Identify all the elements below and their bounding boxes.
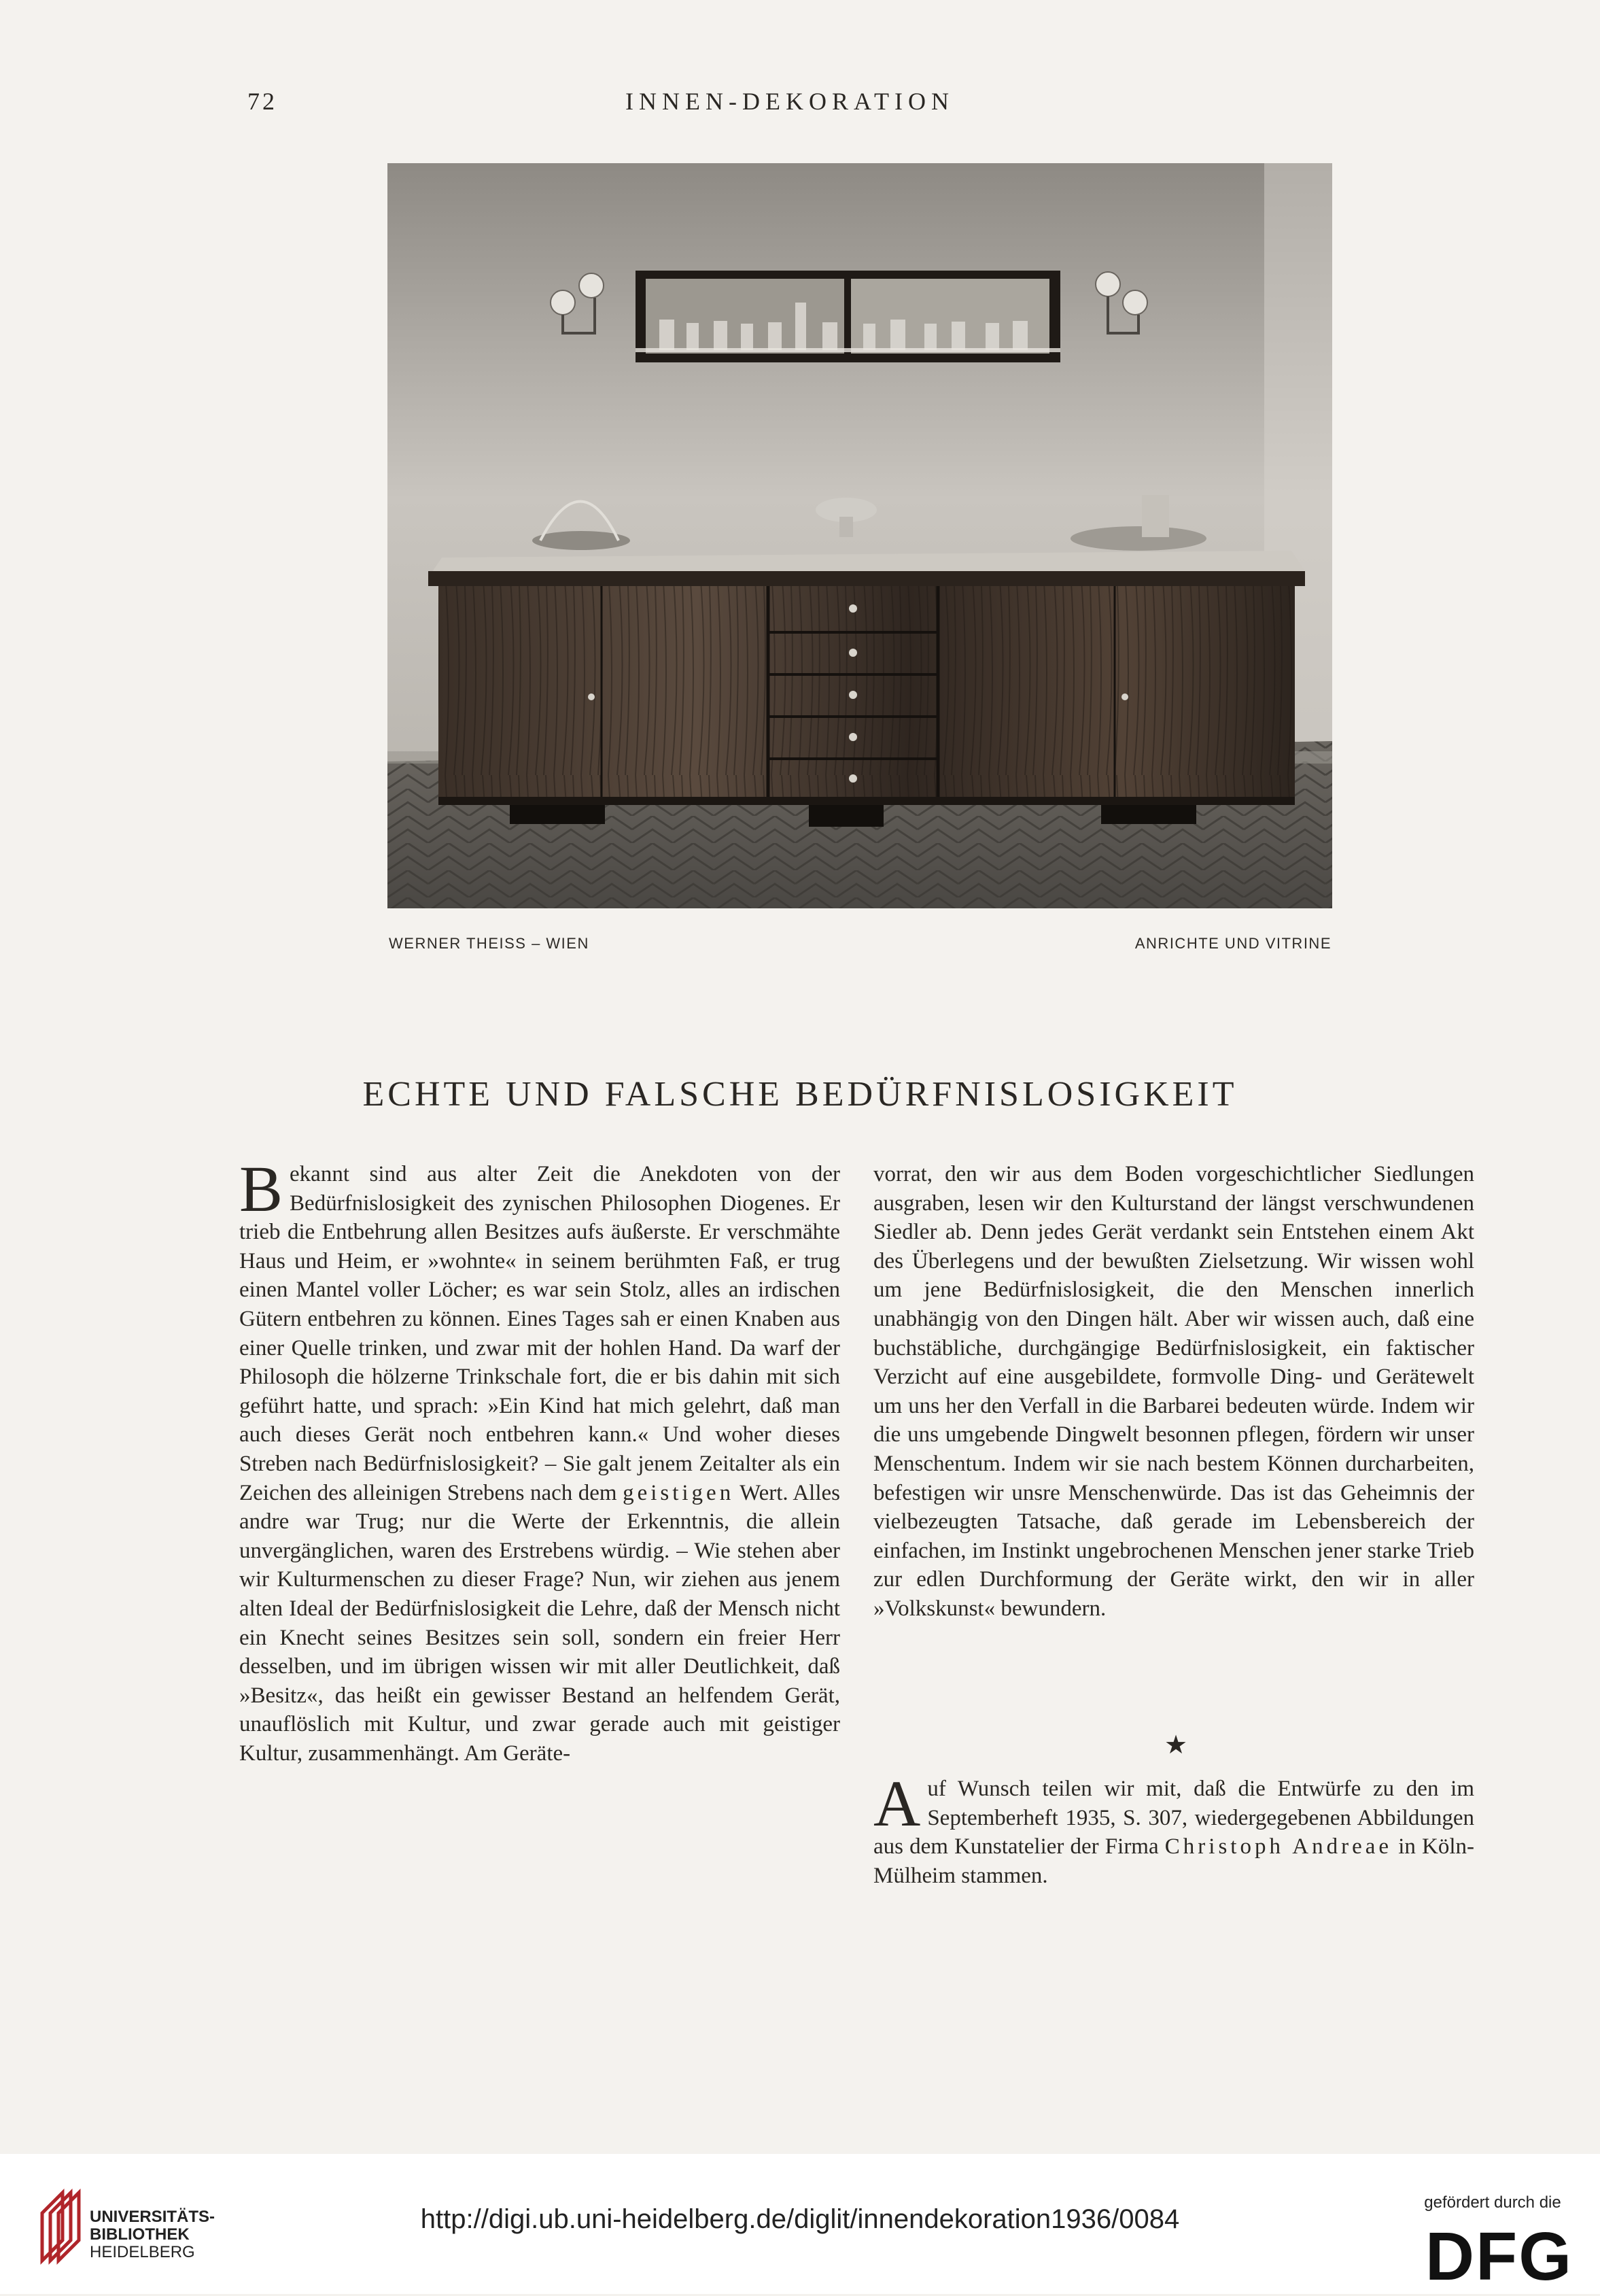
article-paragraph-left (239, 1152, 840, 1768)
library-name-line3: HEIDELBERG (90, 2243, 195, 2261)
article-column-right (873, 1160, 1474, 1624)
note-text: uf Wunsch teilen wir mit, daß die Entwürfe zu den im Septemberheft 1935, S. 307, wiedergegebenen Abbildungen aus dem Kunstatelier der Firma (873, 1777, 1474, 1860)
note-spaced-name: Christoph Andreae (1164, 1834, 1393, 1860)
library-name-line1: UNIVERSITÄTS- (90, 2208, 215, 2226)
section-separator-star: ★ (1164, 1731, 1188, 1760)
editorial-note (873, 1767, 1474, 1890)
running-title: INNEN-DEKORATION (625, 88, 954, 115)
note-tail: in Köln-Mülheim stammen. (873, 1834, 1474, 1888)
photo-caption-designer: WERNER THEISS – WIEN (389, 935, 589, 952)
drop-cap-a: A (873, 1767, 921, 1840)
page-number: 72 (247, 88, 277, 115)
dfg-logo: DFG (1425, 2218, 1573, 2295)
page-header (239, 87, 1340, 128)
spaced-word-geistigen: geistigen (623, 1480, 735, 1505)
article-paragraph-right: vorrat, den wir aus dem Boden vorgeschichtlicher Siedlungen ausgraben, lesen wir den Kulturstand der längst verschwundenen Siedler ab. Denn jedes Gerät verdankt sein Entstehen einem Akt des Überlegens und der bewußten Zielsetzung. Wir wissen wohl um jene Bedürfnislosigkeit, die den Menschen innerlich unabhängig von den Dingen hält. Aber wir wissen auch, daß eine buchstäbliche, durchgängige Bedürfnislosigkeit, ein faktischer Verzicht auf eine ausgebildete, formvolle Ding- und Gerätewelt um uns her den Verfall in die Barbarei bedeuten würde. Indem wir die uns umgebende Dingwelt besonnen pflegen, fördern wir unser Menschentum. Indem wir sie nach bestem Können durcharbeiten, befestigen wir unsre Menschenwürde. Das ist das Geheimnis der vielbezeugten Tatsache, daß gerade im Lebensbereich der einfachen, im Instinkt ungebrochenen Menschen jener starke Trieb zur edlen Durchformung der Geräte wirkt, den wir in aller »Volkskunst« bewundern. (873, 1162, 1474, 1621)
left-text-part1: ekannt sind aus alter Zeit die Anekdoten von der Bedürfnislosigkeit des zynischen Philosophen Diogenes. Er trieb die Entbehrung allen Besitzes aufs äußerste. Er verschmähte Haus und Heim, er »wohnte« in seinem berühmten Faß, er trug einen Mantel voller Löcher; es war sein Stolz, alles an irdischen Gütern entbehren zu können. Eines Tages sah er einen Knaben aus einer Quelle trinken, und zwar mit der hohlen Hand. Da warf der Philosoph die hölzerne Trinkschale fort, die er bis dahin mit sich geführt hatte, und sprach: »Ein Kind hat mich gelehrt, daß man auch dieses Gerät noch entbehren kann.« Und woher dieses Streben nach Bedürfnislosigkeit? – Sie galt jenem Zeitalter als ein Zeichen des alleinigen Strebens nach dem (239, 1162, 840, 1505)
sideboard-photo-illustration (387, 163, 1332, 908)
article-title: ECHTE UND FALSCHE BEDÜRFNISLOSIGKEIT (362, 1075, 1238, 1114)
funding-note: gefördert durch die (1424, 2193, 1561, 2212)
source-url-link[interactable]: http://digi.ub.uni-heidelberg.de/diglit/innendekoration1936/0084 (420, 2204, 1180, 2234)
article-column-left (239, 1152, 840, 1768)
left-text-part2: Wert. Alles andre war Trug; nur die Werte der Erkenntnis, die allein unvergänglichen, waren des Erstrebens würdig. – Wie stehen aber wir Kulturmenschen zu dieser Frage? Nun, wir ziehen aus jenem alten Ideal der Bedürfnislosigkeit die Lehre, daß der Mensch nicht ein Knecht seines Besitzes sein soll, sondern ein freier Herr desselben, und im übrigen wissen wir mit aller Deutlichkeit, daß »Besitz«, das heißt ein gewisser Bestand an helfendem Gerät, unauflöslich mit Kultur, und zwar gerade auch mit geistiger Kultur, zusammenhängt. Am Geräte- (239, 1480, 840, 1766)
library-name-line2: BIBLIOTHEK (90, 2225, 190, 2244)
editorial-note-paragraph (873, 1767, 1474, 1890)
sideboard-photo (387, 163, 1332, 908)
drop-cap-b: B (239, 1152, 283, 1225)
photo-caption-title: ANRICHTE UND VITRINE (1134, 935, 1332, 952)
